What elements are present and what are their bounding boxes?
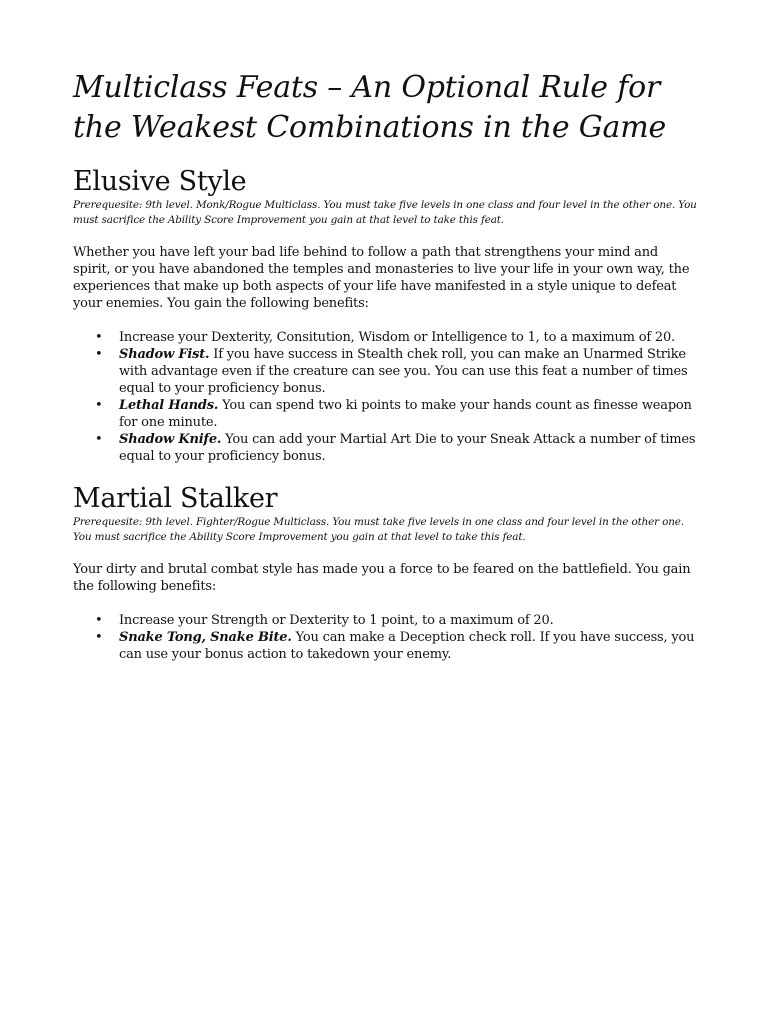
benefit-item: [73, 329, 698, 346]
section-heading: Elusive Style: [73, 166, 247, 197]
prerequisite-text: Prerequesite: 9th level. Fighter/Rogue Multiclass. You must take five levels in one class and four level in the other one. You must sacrifice the Ability Score Improvement you gain at that level to take this feat.: [73, 516, 684, 543]
benefit-item: [73, 629, 698, 663]
bullet-icon: •: [95, 347, 103, 362]
benefits-list: [73, 612, 698, 663]
benefit-item: [73, 612, 698, 629]
benefit-text: Increase your Dexterity, Consitution, Wisdom or Intelligence to 1, to a maximum of 20.: [119, 330, 675, 345]
benefit-text: If you have success in Stealth chek roll, you can make an Unarmed Strike with advantage even if the creature can see you. You can use this feat a number of times equal to your proficiency bonus.: [119, 347, 688, 396]
benefit-item: [73, 397, 698, 431]
intro-paragraph: Whether you have left your bad life behind to follow a path that strengthens your mind and spirit, or you have abandoned the temples and monasteries to live your life in your own way, the experiences that make up both aspects of your life have manifested in a style unique to defeat your enemies. You gain the following benefits:: [73, 245, 690, 311]
benefit-term: Shadow Fist.: [119, 347, 210, 362]
document-title-line-2: the Weakest Combinations in the Game: [73, 110, 667, 145]
benefit-term: Lethal Hands.: [119, 398, 219, 413]
benefit-text: You can add your Martial Art Die to your Sneak Attack a number of times equal to your proficiency bonus.: [119, 432, 696, 464]
benefit-term: Snake Tong, Snake Bite.: [119, 630, 292, 645]
bullet-icon: •: [95, 613, 103, 628]
bullet-icon: •: [95, 398, 103, 413]
section-elusive-style: [73, 166, 698, 465]
section-heading: Martial Stalker: [73, 483, 278, 514]
benefit-text: Increase your Strength or Dexterity to 1 point, to a maximum of 20.: [119, 613, 554, 628]
benefit-item: [73, 346, 698, 397]
document-title-line-1: Multiclass Feats – An Optional Rule for: [73, 70, 661, 105]
intro-paragraph: Your dirty and brutal combat style has made you a force to be feared on the battlefield. You gain the following benefits:: [73, 562, 691, 594]
benefit-term: Shadow Knife.: [119, 432, 222, 447]
prerequisite-text: Prerequesite: 9th level. Monk/Rogue Multiclass. You must take five levels in one class and four level in the other one. You must sacrifice the Ability Score Improvement you gain at that level to take this feat.: [73, 199, 697, 226]
benefit-text: You can make a Deception check roll. If you have success, you can use your bonus action to takedown your enemy.: [119, 630, 695, 662]
document-title: [73, 68, 698, 148]
bullet-icon: •: [95, 330, 103, 345]
benefits-list: [73, 329, 698, 465]
bullet-icon: •: [95, 630, 103, 645]
section-martial-stalker: [73, 483, 698, 663]
benefit-item: [73, 431, 698, 465]
bullet-icon: •: [95, 432, 103, 447]
document-page: [73, 68, 698, 663]
benefit-text: You can spend two ki points to make your hands count as finesse weapon for one minute.: [119, 398, 692, 430]
